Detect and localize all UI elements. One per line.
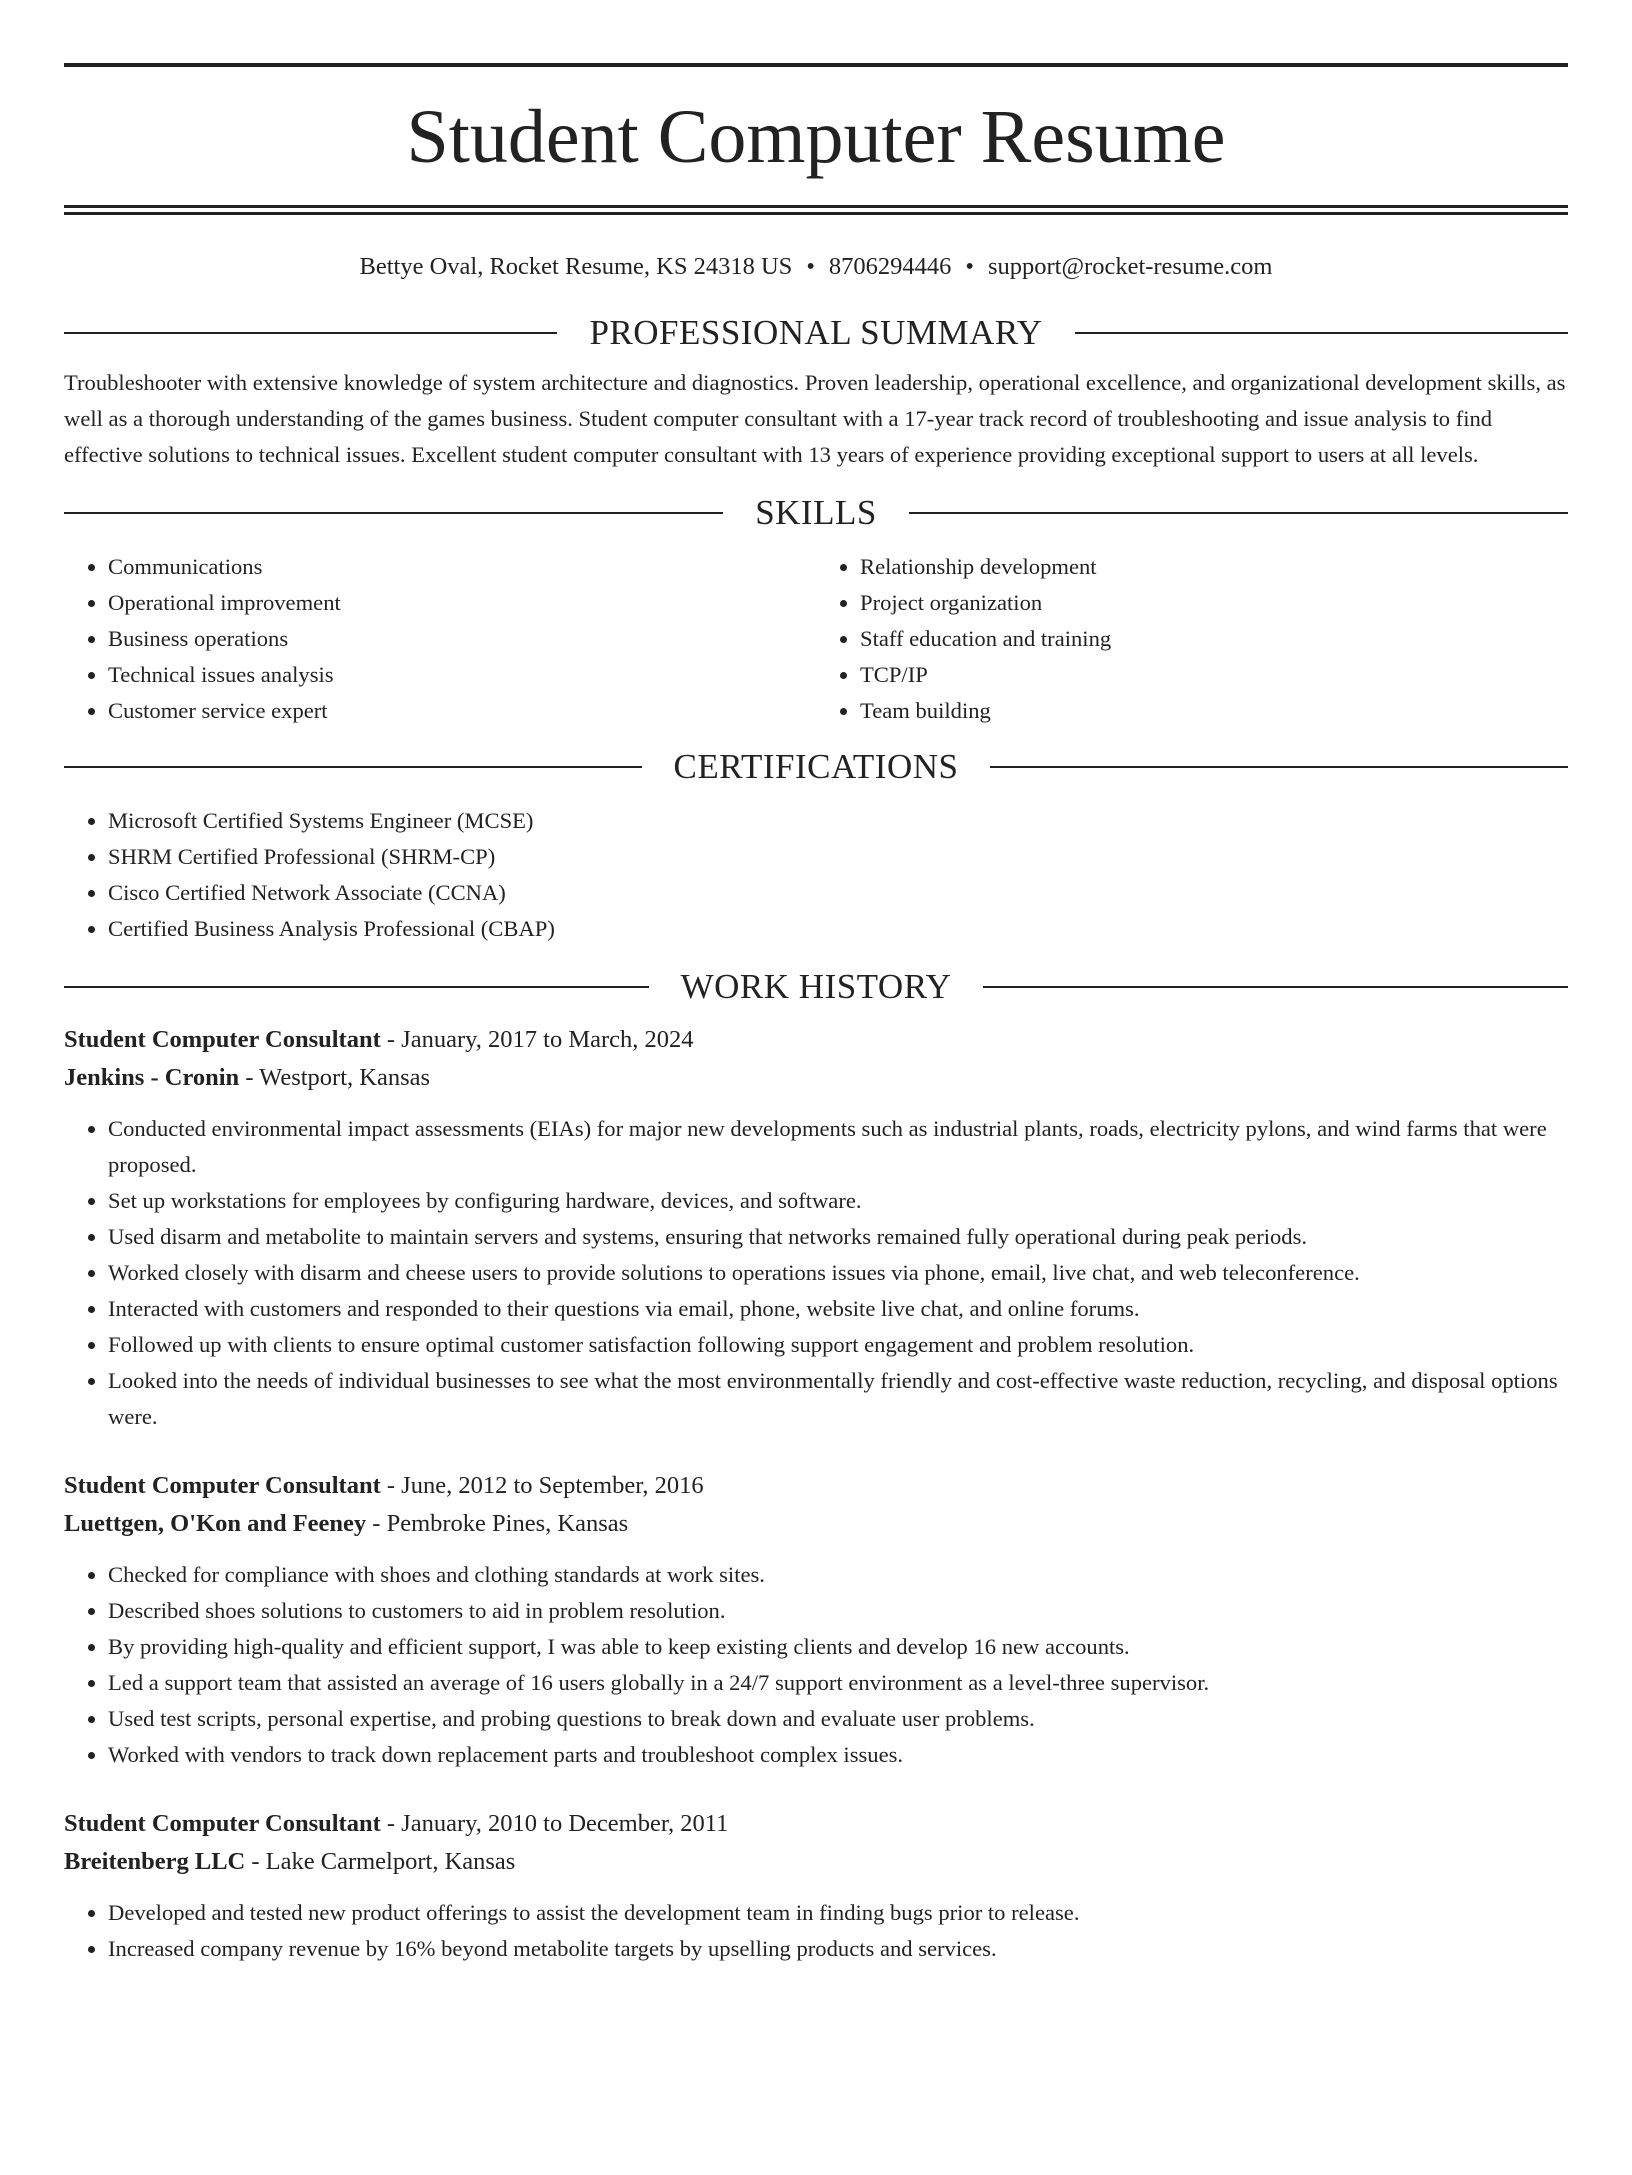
job-dates: - January, 2017 to March, 2024	[386, 1026, 694, 1053]
heading-rule	[64, 332, 557, 334]
section-heading-certifications	[64, 747, 1568, 787]
list-item: • Customer service expert	[108, 693, 816, 729]
list-item: • Technical issues analysis	[108, 657, 816, 693]
list-item: • Used test scripts, personal expertise, and probing questions to break down and evaluate user problems.	[108, 1701, 1568, 1737]
job-title: Student Computer Consultant	[64, 1810, 381, 1837]
job-company-line	[64, 1505, 1568, 1543]
list-item: • Followed up with clients to ensure optimal customer satisfaction following support engagement and problem resolution.	[108, 1327, 1568, 1363]
job-company-line	[64, 1843, 1568, 1881]
contact-phone: 8706294446	[828, 253, 952, 280]
section-title: PROFESSIONAL SUMMARY	[589, 313, 1043, 352]
job-title-line	[64, 1805, 1568, 1843]
list-item: • By providing high-quality and efficient support, I was able to keep existing clients and develop 16 new accounts.	[108, 1629, 1568, 1665]
list-item: • Relationship development	[860, 549, 1568, 585]
list-item: • Worked with vendors to track down replacement parts and troubleshoot complex issues.	[108, 1737, 1568, 1773]
list-item: • Used disarm and metabolite to maintain servers and systems, ensuring that networks remained fully operational during peak periods.	[108, 1219, 1568, 1255]
heading-rule	[990, 766, 1568, 768]
list-item: • Project organization	[860, 585, 1568, 621]
section-heading-skills	[64, 493, 1568, 533]
job-duties-list	[64, 1557, 1568, 1773]
list-item: • Increased company revenue by 16% beyond metabolite targets by upselling products and services.	[108, 1931, 1568, 1967]
list-item: • Looked into the needs of individual businesses to see what the most environmentally friendly and cost-effective waste reduction, recycling, and disposal options were.	[108, 1363, 1568, 1435]
job-entry	[64, 1021, 1568, 1435]
list-item: • Conducted environmental impact assessments (EIAs) for major new developments such as industrial plants, roads, electricity pylons, and wind farms that were proposed.	[108, 1111, 1568, 1183]
list-item: • Checked for compliance with shoes and clothing standards at work sites.	[108, 1557, 1568, 1593]
list-item: • Communications	[108, 549, 816, 585]
list-item: • TCP/IP	[860, 657, 1568, 693]
list-item: • Worked closely with disarm and cheese users to provide solutions to operations issues via phone, email, live chat, and web teleconference.	[108, 1255, 1568, 1291]
list-item: • Cisco Certified Network Associate (CCNA)	[108, 875, 1568, 911]
heading-rule	[64, 512, 723, 514]
job-title: Student Computer Consultant	[64, 1472, 381, 1499]
list-item: • Developed and tested new product offerings to assist the development team in finding bugs prior to release.	[108, 1895, 1568, 1931]
job-title-line	[64, 1467, 1568, 1505]
skills-column-right	[816, 549, 1568, 729]
certifications-list	[64, 803, 1568, 947]
list-item: • Microsoft Certified Systems Engineer (MCSE)	[108, 803, 1568, 839]
heading-rule	[1075, 332, 1568, 334]
list-item: • SHRM Certified Professional (SHRM-CP)	[108, 839, 1568, 875]
job-company: Luettgen, O'Kon and Feeney	[64, 1510, 367, 1537]
contact-separator: •	[806, 253, 815, 280]
list-item: • Staff education and training	[860, 621, 1568, 657]
section-heading-summary	[64, 313, 1568, 353]
job-location: - Pembroke Pines, Kansas	[372, 1510, 629, 1537]
heading-rule	[983, 986, 1568, 988]
job-company-line	[64, 1059, 1568, 1097]
section-title: CERTIFICATIONS	[673, 747, 959, 786]
section-title: SKILLS	[755, 493, 877, 532]
section-heading-work-history	[64, 967, 1568, 1007]
contact-email: support@rocket-resume.com	[987, 253, 1273, 280]
contact-address: Bettye Oval, Rocket Resume, KS 24318 US	[359, 253, 793, 280]
list-item: • Set up workstations for employees by configuring hardware, devices, and software.	[108, 1183, 1568, 1219]
job-entry	[64, 1805, 1568, 1967]
list-item: • Certified Business Analysis Professional (CBAP)	[108, 911, 1568, 947]
skills-column-left	[64, 549, 816, 729]
header-double-rule	[64, 205, 1568, 215]
list-item: • Team building	[860, 693, 1568, 729]
list-item: • Interacted with customers and responded to their questions via email, phone, website live chat, and online forums.	[108, 1291, 1568, 1327]
job-duties-list	[64, 1111, 1568, 1435]
job-title-line	[64, 1021, 1568, 1059]
header-top-rule	[64, 63, 1568, 67]
list-item: • Led a support team that assisted an average of 16 users globally in a 24/7 support environment as a level-three supervisor.	[108, 1665, 1568, 1701]
job-company: Breitenberg LLC	[64, 1848, 246, 1875]
resume-page	[0, 63, 1632, 2175]
job-dates: - June, 2012 to September, 2016	[386, 1472, 704, 1499]
heading-rule	[64, 766, 642, 768]
job-title: Student Computer Consultant	[64, 1026, 381, 1053]
job-dates: - January, 2010 to December, 2011	[386, 1810, 729, 1837]
list-item: • Business operations	[108, 621, 816, 657]
list-item: • Operational improvement	[108, 585, 816, 621]
resume-title: Student Computer Resume	[406, 95, 1226, 179]
list-item: • Described shoes solutions to customers to aid in problem resolution.	[108, 1593, 1568, 1629]
job-location: - Westport, Kansas	[245, 1064, 431, 1091]
heading-rule	[64, 986, 649, 988]
section-title: WORK HISTORY	[680, 967, 952, 1006]
job-duties-list	[64, 1895, 1568, 1967]
summary-text: Troubleshooter with extensive knowledge of system architecture and diagnostics. Proven leadership, operational excellence, and organizational development skills, as well as a thorough understanding of the games business. Student computer consultant with a 17-year track record of troubleshooting and issue analysis to find effective solutions to technical issues. Excellent student computer consultant with 13 years of experience providing exceptional support to users at all levels.	[64, 370, 1566, 467]
job-company: Jenkins - Cronin	[64, 1064, 240, 1091]
contact-line	[64, 251, 1568, 283]
job-location: - Lake Carmelport, Kansas	[251, 1848, 516, 1875]
contact-separator: •	[965, 253, 974, 280]
heading-rule	[909, 512, 1568, 514]
job-entry	[64, 1467, 1568, 1773]
skills-list	[64, 549, 1568, 729]
